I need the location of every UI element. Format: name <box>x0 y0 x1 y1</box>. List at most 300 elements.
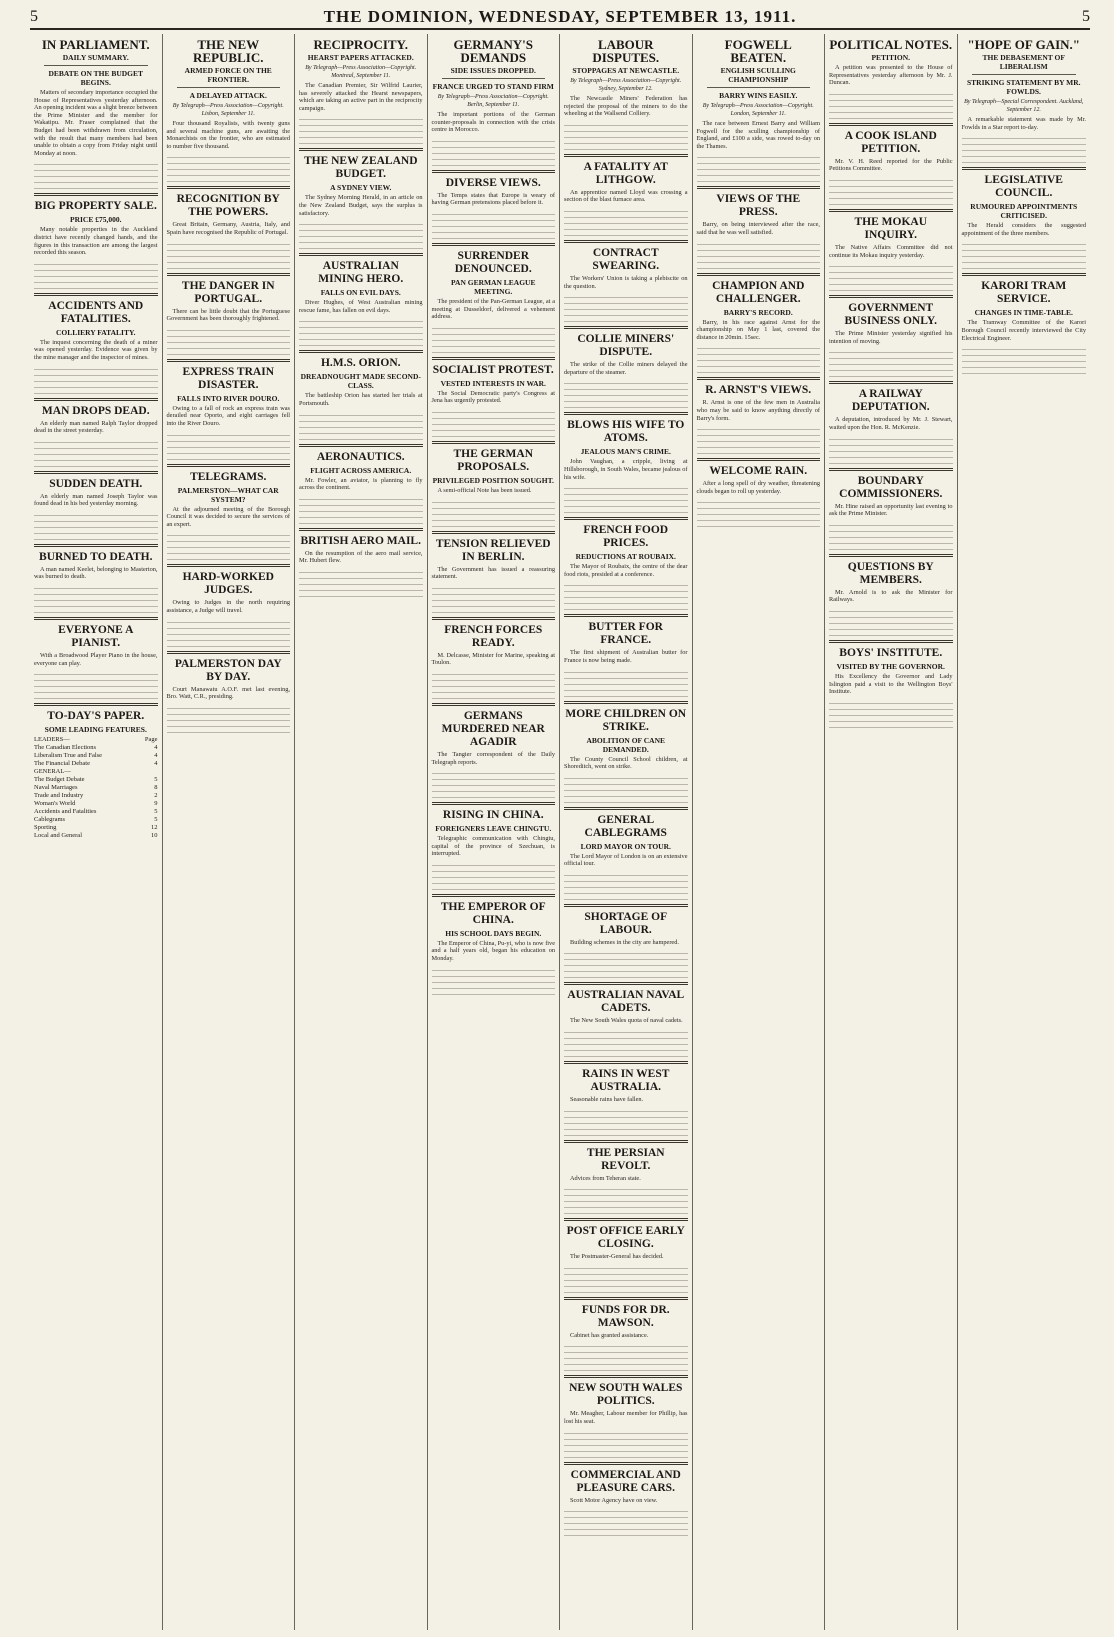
article <box>564 38 688 150</box>
article-paragraph: At the adjourned meeting of the Borough Council it was decided to secure the services of an expert. <box>166 505 290 528</box>
article-headline: A COOK ISLAND PETITION. <box>844 129 937 155</box>
divider <box>697 273 821 276</box>
article-headline: CONTRACT SWEARING. <box>592 246 660 272</box>
article <box>564 904 688 979</box>
article-paragraph: Matters of secondary importance occupied the House of Representatives yesterday afternoon. An opening incident was a slight breeze between the Prime Minister and the member for Wakatipu. Mr. Fraser complained that the Budget had been withdrawn from circulation, with the result that many members had been unable to obtain a copy from Friday night until Monday at noon. <box>34 89 158 157</box>
divider <box>829 209 953 212</box>
article-paragraph: His Excellency the Governor and Lady Islington paid a visit to the Wellington Boys' Institute. <box>829 672 953 696</box>
article-paragraph: John Vaughan, a cripple, living at Hillsborough, in South Wales, became jealous of his wife. <box>564 458 688 481</box>
article-body <box>829 244 953 259</box>
index-row <box>34 736 158 744</box>
article <box>829 295 953 377</box>
article <box>432 617 556 699</box>
article-paragraph: Barry, in his race against Arnst for the championship on May 1 last, covered the distance in 20min. 15sec. <box>696 318 820 341</box>
article-headline: BOUNDARY COMMISSIONERS. <box>839 474 943 500</box>
article-body <box>962 222 1087 237</box>
article-paragraph: The inquest concerning the death of a miner was opened yesterday. Evidence was given by the mine manager and the inspector of mines. <box>34 338 158 361</box>
article-body <box>299 392 423 407</box>
article <box>34 471 158 540</box>
article-subheading: REDUCTIONS AT ROUBAIX. <box>575 552 676 562</box>
divider <box>432 170 556 173</box>
article <box>167 186 291 268</box>
divider <box>432 617 556 620</box>
article-body <box>432 487 556 495</box>
article-subheading: PRIVILEGED POSITION SOUGHT. <box>432 475 554 485</box>
article <box>564 517 688 610</box>
index-label: Sporting <box>34 824 57 832</box>
article-headline: SURRENDER DENOUNCED. <box>454 249 532 275</box>
text-lines <box>564 1263 688 1293</box>
divider <box>564 517 688 520</box>
article-paragraph: The Newcastle Miners' Federation has rejected the proposal of the miners to do the wheeling at the Wallsend Colliery. <box>564 95 688 118</box>
article-body <box>564 939 688 947</box>
article-paragraph: A deputation, introduced by Mr. J. Stewart, waited upon the Hon. R. McKenzie. <box>829 416 953 431</box>
article-headline: EXPRESS TRAIN DISASTER. <box>182 365 274 391</box>
article-body <box>829 158 953 173</box>
article-body <box>432 192 556 207</box>
text-lines <box>564 1027 688 1057</box>
article <box>564 807 688 900</box>
article-headline: BOYS' INSTITUTE. <box>839 646 943 659</box>
article-paragraph: The Native Affairs Committee did not continue its Mokau inquiry yesterday. <box>829 243 953 259</box>
rule <box>707 87 811 88</box>
index-page: 10 <box>151 832 158 840</box>
article-body <box>299 477 423 492</box>
article-headline: HARD-WORKED JUDGES. <box>182 571 274 597</box>
article-subheading: THE DEBASEMENT OF LIBERALISM <box>982 53 1065 71</box>
text-lines <box>299 219 423 249</box>
text-lines <box>34 259 158 289</box>
rule <box>972 74 1077 75</box>
article-subheading: LORD MAYOR ON TOUR. <box>580 841 671 851</box>
divider <box>697 458 821 461</box>
article-body <box>564 1253 688 1261</box>
article-headline: LABOUR DISPUTES. <box>592 37 660 65</box>
article-body <box>564 95 688 118</box>
article <box>432 170 556 239</box>
article-headline: RECOGNITION BY THE POWERS. <box>176 193 280 219</box>
article-body <box>564 1497 688 1505</box>
article <box>299 444 423 524</box>
article-headline: WELCOME RAIN. <box>709 465 808 478</box>
article-headline: POST OFFICE EARLY CLOSING. <box>566 1225 685 1251</box>
article <box>34 38 158 189</box>
article-body <box>564 563 688 578</box>
text-lines <box>167 703 291 733</box>
article-paragraph: Owing to a fall of rock an express train was derailed near Oporto, and eight carriages fell into the River Douro. <box>166 404 290 427</box>
index-label: Local and General <box>34 832 83 840</box>
article <box>564 1297 688 1372</box>
article-subheading: DEBATE ON THE BUDGET BEGINS. <box>48 69 144 87</box>
divider <box>697 186 821 189</box>
article-paragraph: An elderly man named Joseph Taylor was found dead in his bed yesterday morning. <box>34 492 158 508</box>
article <box>829 209 953 291</box>
article-body <box>432 652 556 667</box>
text-lines <box>432 965 556 995</box>
article-subheading: SOME LEADING FEATURES. <box>44 725 147 735</box>
text-lines <box>564 206 688 236</box>
article-headline: TENSION RELIEVED IN BERLIN. <box>435 537 551 563</box>
article-paragraph: The Tangier correspondent of the Daily Telegraph reports. <box>431 750 555 766</box>
article-body <box>34 226 158 256</box>
article <box>564 412 688 513</box>
article <box>167 38 291 182</box>
text-lines <box>34 510 158 540</box>
column-2 <box>163 34 296 1630</box>
article-paragraph: The president of the Pan-German League, at a meeting at Dusseldorf, delivered a vehement address. <box>431 297 555 321</box>
text-lines <box>432 583 556 613</box>
divider <box>564 904 688 907</box>
article-headline: R. ARNST'S VIEWS. <box>705 384 812 397</box>
divider <box>34 544 158 547</box>
rule <box>177 87 281 88</box>
article-subheading: FALLS INTO RIVER DOURO. <box>177 393 280 403</box>
text-lines <box>697 497 821 527</box>
article <box>962 38 1087 163</box>
article <box>167 273 291 355</box>
article-body <box>829 503 953 518</box>
article <box>697 273 821 374</box>
article-body <box>167 120 291 150</box>
divider <box>829 640 953 643</box>
article-dateline: By Telegraph—Press Association—Copyright. Sydney, September 12. <box>570 78 682 92</box>
article-headline: AUSTRALIAN NAVAL CADETS. <box>567 989 685 1015</box>
divider <box>962 167 1087 170</box>
text-lines <box>697 239 821 269</box>
article <box>299 148 423 249</box>
divider <box>167 564 291 567</box>
article-body <box>432 751 556 766</box>
article-headline: THE PERSIAN REVOLT. <box>586 1146 665 1172</box>
article-paragraph: After a long spell of dry weather, threatening clouds began to roll up yesterday. <box>696 480 820 495</box>
divider <box>299 350 423 353</box>
index-row <box>34 808 158 816</box>
newspaper-columns <box>30 34 1090 1630</box>
divider <box>564 1140 688 1143</box>
index-label: LEADERS— <box>34 736 70 744</box>
index-page: 5 <box>154 776 158 784</box>
text-lines <box>829 698 953 728</box>
article <box>299 528 423 597</box>
index-page: 4 <box>154 752 158 760</box>
article <box>432 357 556 437</box>
article <box>829 640 953 728</box>
article-headline: EVERYONE A PIANIST. <box>58 624 134 650</box>
article-subheading: PRICE £75,000. <box>70 215 122 225</box>
article-paragraph: Owing to Judges in the north requiring assistance, a Judge will travel. <box>166 599 290 614</box>
article-subheading: STRIKING STATEMENT BY MR. FOWLDS. <box>967 78 1081 96</box>
text-lines <box>299 494 423 524</box>
article-body <box>167 308 291 323</box>
text-lines <box>564 378 688 408</box>
divider <box>432 531 556 534</box>
article-subheading: PETITION. <box>871 53 911 62</box>
article-body <box>697 399 821 422</box>
article-dateline: By Telegraph—Press Association—Copyright. Berlin, September 11. <box>437 94 549 108</box>
article-body <box>564 275 688 290</box>
index-row <box>34 776 158 784</box>
divider <box>34 617 158 620</box>
divider <box>167 273 291 276</box>
article <box>829 554 953 636</box>
article-paragraph: The strike of the Collie miners delayed the departure of the steamer. <box>564 361 688 376</box>
text-lines <box>829 606 953 636</box>
article-paragraph: Seasonable rains have fallen. <box>570 1096 644 1104</box>
text-lines <box>432 497 556 527</box>
article-body <box>564 756 688 771</box>
divider <box>167 464 291 467</box>
article-paragraph: The Social Democratic party's Congress at Jena has urgently protested. <box>431 389 555 405</box>
text-lines <box>829 347 953 377</box>
text-lines <box>299 410 423 440</box>
article <box>564 1061 688 1136</box>
divider <box>299 528 423 531</box>
article-headline: THE DANGER IN PORTUGAL. <box>181 279 275 305</box>
index-label: Woman's World <box>34 800 76 808</box>
article-body <box>34 652 158 667</box>
article-subheading: STOPPAGES AT NEWCASTLE. <box>572 66 680 75</box>
article-body <box>34 89 158 157</box>
divider <box>34 398 158 401</box>
article <box>697 458 821 527</box>
text-lines <box>167 530 291 560</box>
article-headline: BLOWS HIS WIFE TO ATOMS. <box>567 419 685 445</box>
text-lines <box>432 323 556 353</box>
divider <box>167 359 291 362</box>
text-lines <box>167 430 291 460</box>
article <box>432 802 556 890</box>
article-body <box>564 649 688 664</box>
article <box>829 468 953 550</box>
article-headline: FOGWELL BEATEN. <box>724 37 792 65</box>
article-subheading: CHANGES IN TIME-TABLE. <box>974 308 1073 318</box>
index-row <box>34 824 158 832</box>
article-subheading: FLIGHT ACROSS AMERICA. <box>310 465 412 475</box>
divider <box>34 471 158 474</box>
divider <box>167 186 291 189</box>
article-body <box>697 120 821 150</box>
article-paragraph: The County Council School children, at Shoreditch, went on strike. <box>564 755 688 771</box>
article-headline: KARORI TRAM SERVICE. <box>981 280 1067 306</box>
divider <box>564 982 688 985</box>
article-headline: TELEGRAMS. <box>190 470 267 483</box>
article-paragraph: Many notable properties in the Auckland district have recently changed hands, and the figures in this transaction are among the largest recorded this season. <box>34 226 158 257</box>
text-lines <box>299 316 423 346</box>
divider <box>432 243 556 246</box>
article-headline: GENERAL CABLEGRAMS <box>584 813 667 839</box>
article-dateline: By Telegraph—Press Association—Copyright. London, September 11. <box>702 103 814 117</box>
index-label: Trade and Industry <box>34 792 84 800</box>
article-body <box>34 566 158 581</box>
divider <box>299 148 423 151</box>
article-paragraph: The Postmaster-General has decided. <box>570 1253 664 1261</box>
text-lines <box>564 667 688 697</box>
article-body <box>299 82 423 112</box>
article-headline: "HOPE OF GAIN." <box>967 37 1081 52</box>
article-body <box>432 566 556 581</box>
divider <box>829 554 953 557</box>
index-page: 4 <box>154 760 158 768</box>
article-subheading: JEALOUS MAN'S CRIME. <box>580 447 671 457</box>
article-subheading: SIDE ISSUES DROPPED. <box>450 66 536 75</box>
divider <box>564 412 688 415</box>
text-lines <box>34 159 158 189</box>
article-headline: GOVERNMENT BUSINESS ONLY. <box>844 302 937 328</box>
article-body <box>432 940 556 963</box>
text-lines <box>564 870 688 900</box>
index-label: Cablegrams <box>34 816 66 824</box>
article-subheading: FOREIGNERS LEAVE CHINGTU. <box>435 824 552 834</box>
article-paragraph: Mr. Arnold is to ask the Minister for Railways. <box>829 588 953 604</box>
article <box>34 398 158 467</box>
index-label: Naval Marriages <box>34 784 78 792</box>
article <box>432 531 556 613</box>
text-lines <box>697 424 821 454</box>
article-paragraph: Mr. V. H. Reed reported for the Public Petitions Committee. <box>829 157 953 173</box>
text-lines <box>167 152 291 182</box>
article <box>962 273 1087 374</box>
article-headline: PALMERSTON DAY BY DAY. <box>174 657 282 683</box>
text-lines <box>829 261 953 291</box>
article-headline: VIEWS OF THE PRESS. <box>716 193 801 219</box>
article <box>299 350 423 439</box>
article-paragraph: A man named Keelet, belonging to Masterton, was burned to death. <box>34 565 158 581</box>
article-paragraph: Building schemes in the city are hampered. <box>570 938 679 946</box>
article <box>167 651 291 733</box>
article-body <box>432 111 556 134</box>
divider <box>564 1297 688 1300</box>
article-paragraph: Court Manawatu A.O.F. met last evening, Bro. Watt, C.R., presiding. <box>166 685 290 701</box>
article-paragraph: An elderly man named Ralph Taylor dropped dead in the street yesterday. <box>34 419 158 435</box>
text-lines <box>829 89 953 119</box>
page-number: 5 <box>30 8 38 25</box>
article-headline: SHORTAGE OF LABOUR. <box>584 910 668 936</box>
index-page: Page <box>144 736 158 744</box>
article-headline: NEW SOUTH WALES POLITICS. <box>569 1382 683 1408</box>
article-body <box>34 493 158 508</box>
article-headline: H.M.S. ORION. <box>320 357 401 370</box>
divider <box>564 1462 688 1465</box>
article-body <box>697 221 821 236</box>
text-lines <box>299 567 423 597</box>
index-row <box>34 752 158 760</box>
article-paragraph: Telegraphic communication with Chingtu, capital of the province of Szechuan, is interrupted. <box>431 835 555 858</box>
article <box>34 293 158 394</box>
article <box>299 38 423 144</box>
text-lines <box>167 617 291 647</box>
divider <box>962 273 1087 276</box>
article-headline: COLLIE MINERS' DISPUTE. <box>577 333 675 359</box>
article-paragraph: A remarkable statement was made by Mr. Fowlds in a Star report to-day. <box>961 116 1086 131</box>
article <box>167 359 291 460</box>
article-body <box>34 420 158 435</box>
text-lines <box>564 120 688 150</box>
text-lines <box>564 1506 688 1536</box>
article-paragraph: Mr. Meagher, Labour member for Phillip, has lost his seat. <box>564 1410 688 1426</box>
rule <box>442 78 546 79</box>
article-headline: THE NEW ZEALAND BUDGET. <box>303 155 418 181</box>
text-lines <box>432 136 556 166</box>
article-paragraph: Barry, on being interviewed after the race, said that he was well satisfied. <box>696 221 820 236</box>
article-headline: LEGISLATIVE COUNCIL. <box>984 174 1063 200</box>
text-lines <box>34 437 158 467</box>
article-headline: A FATALITY AT LITHGOW. <box>583 160 668 186</box>
article-headline: BUTTER FOR FRANCE. <box>588 621 663 647</box>
features-index <box>34 736 158 840</box>
article-paragraph: The Mayor of Roubaix, the centre of the dear food riots, presided at a conference. <box>564 563 688 578</box>
article-body <box>167 506 291 529</box>
article-paragraph: R. Arnst is one of the few men in Australia who may be said to know anything directly of Barry's form. <box>696 399 820 422</box>
article-headline: BRITISH AERO MAIL. <box>300 534 421 547</box>
divider <box>34 293 158 296</box>
article <box>564 614 688 696</box>
index-page: 5 <box>154 808 158 816</box>
index-label: The Canadian Elections <box>34 744 97 752</box>
article-paragraph: Advices from Teheran state. <box>570 1174 641 1182</box>
article <box>299 253 423 346</box>
article-body <box>34 339 158 362</box>
article <box>962 167 1087 269</box>
article-subheading: A SYDNEY VIEW. <box>330 183 392 193</box>
divider <box>167 651 291 654</box>
article-paragraph: The race between Ernest Barry and William Fogwell for the sculling championship of England, and £100 a side, was rowed to-day on the Thames. <box>696 120 820 150</box>
text-lines <box>564 292 688 322</box>
article-body <box>564 1410 688 1425</box>
index-page: 4 <box>154 744 158 752</box>
divider <box>432 802 556 805</box>
article-headline: IN PARLIAMENT. <box>41 37 150 52</box>
divider <box>299 444 423 447</box>
masthead <box>30 6 1090 30</box>
column-7 <box>825 34 958 1630</box>
article-subheading: PAN GERMAN LEAGUE MEETING. <box>451 277 536 296</box>
text-lines <box>962 344 1087 374</box>
article-paragraph: There can be little doubt that the Portuguese Government has been thoroughly frightened. <box>166 307 290 323</box>
article-paragraph: The New South Wales quota of naval cadets. <box>570 1017 683 1025</box>
article-paragraph: The Workers' Union is taking a plebiscite on the question. <box>564 274 688 290</box>
article-body <box>962 319 1087 342</box>
column-8 <box>958 34 1091 1630</box>
text-lines <box>564 1184 688 1214</box>
article-subheading: RUMOURED APPOINTMENTS CRITICISED. <box>970 202 1078 221</box>
divider <box>564 701 688 704</box>
article-headline: SUDDEN DEATH. <box>49 477 143 490</box>
text-lines <box>34 669 158 699</box>
text-lines <box>564 580 688 610</box>
article-paragraph: The Canadian Premier, Sir Wilfrid Laurier, has severely attacked the Hearst newspapers, which are taking an active part in the reciprocity campaign. <box>299 82 423 112</box>
article <box>432 38 556 166</box>
article-headline: THE EMPEROR OF CHINA. <box>440 900 546 926</box>
article-paragraph: The important portions of the German counter-proposals in connection with the crisis centre in Morocco. <box>431 111 555 134</box>
article-paragraph: The Herald considers the suggested appointment of the three members. <box>961 222 1086 237</box>
article-body <box>299 550 423 565</box>
text-lines <box>697 152 821 182</box>
index-row <box>34 816 158 824</box>
article-body <box>299 194 423 217</box>
index-label: The Budget Debate <box>34 776 85 784</box>
text-lines <box>564 773 688 803</box>
index-row <box>34 744 158 752</box>
article-subheading: FALLS ON EVIL DAYS. <box>320 288 401 298</box>
article-body <box>697 319 821 342</box>
divider <box>564 807 688 810</box>
article <box>564 701 688 803</box>
article-subheading: ARMED FORCE ON THE FRONTIER. <box>184 66 272 84</box>
article-paragraph: The Government has issued a reassuring statement. <box>431 565 555 581</box>
article-body <box>829 589 953 604</box>
article-body <box>432 390 556 405</box>
page-number-right: 5 <box>1082 8 1090 25</box>
